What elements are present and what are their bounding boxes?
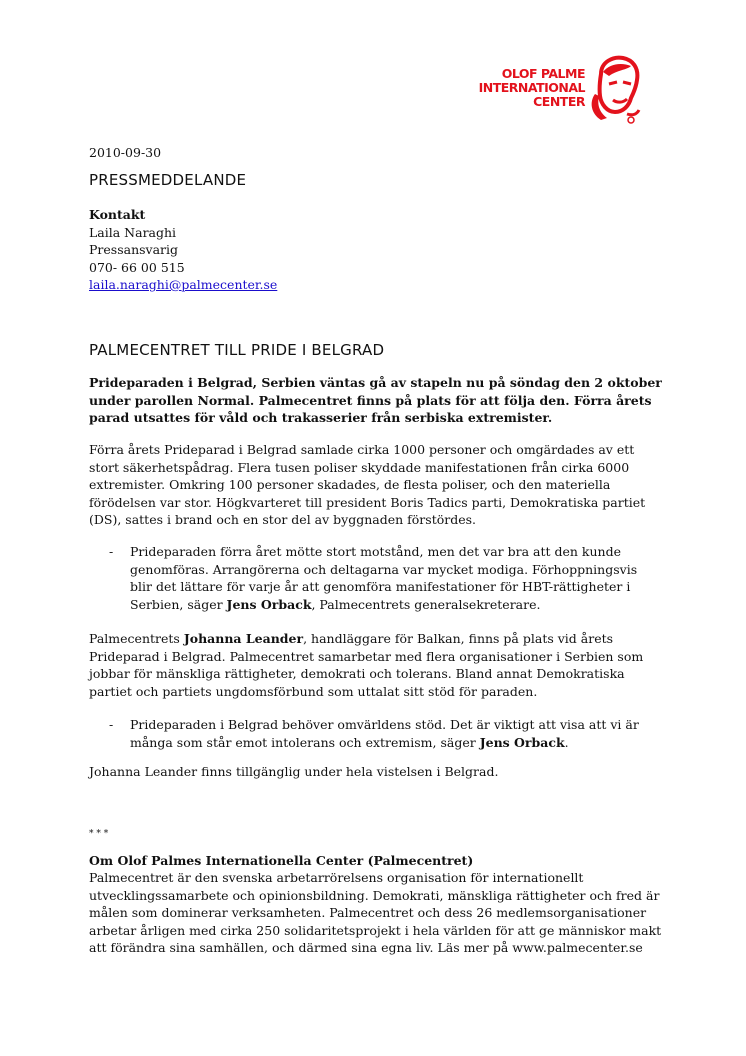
quote-dash: - bbox=[109, 544, 114, 559]
contact-phone: 070- 66 00 515 bbox=[89, 259, 185, 275]
contact-role: Pressansvarig bbox=[89, 242, 179, 257]
quote-1-speaker: Jens Orback bbox=[226, 596, 312, 612]
body-paragraph-1: Förra årets Prideparad i Belgrad samlade cirka 1000 personer och omgärdades av ett stort säkerhetspådrag. Flera tusen poliser skyddade manifestationen från cirka 6000 extremister. Omkring 100 personer skadades, de flesta poliser, och den materiella förödelsen var stor. Högkvarteret till president Boris Tadics parti, Demokratiska partiet (DS), sattes i brand och en stor del av byggnaden förstördes. bbox=[89, 442, 646, 527]
page-title: PALMECENTRET TILL PRIDE I BELGRAD bbox=[89, 341, 385, 359]
paragraph-2-person: Johanna Leander bbox=[183, 631, 304, 646]
contact-name: Laila Naraghi bbox=[89, 224, 177, 240]
logo-line-2: INTERNATIONAL bbox=[478, 80, 585, 95]
contact-block bbox=[89, 206, 277, 294]
org-logo bbox=[459, 50, 669, 130]
quote-1-text: Prideparaden förra året mötte stort motstånd, men det var bra att den kunde genomföras. Arrangörerna och deltagarna var mycket modiga. Förhoppningsvis blir det lättare för varje år att genomföra manifestationer för HBT-rättigheter i Serbien, säger Jens Orback, Palmecentrets generalsekreterare. bbox=[130, 544, 638, 612]
quote-dash: - bbox=[109, 717, 114, 732]
about-title: Om Olof Palmes Internationella Center (Palmecentret) bbox=[89, 853, 474, 868]
contact-heading: Kontakt bbox=[89, 207, 146, 222]
quote-2-text: Prideparaden i Belgrad behöver omvärldens stöd. Det är viktigt att visa att vi är många som står emot intolerans och extremism, säger Jens Orback. bbox=[130, 717, 639, 750]
logo-wordmark bbox=[459, 67, 585, 109]
document-type: PRESSMEDDELANDE bbox=[89, 171, 247, 189]
logo-line-1: OLOF PALME bbox=[501, 66, 585, 81]
quote-2-speaker: Jens Orback bbox=[479, 734, 565, 750]
palme-portrait-icon bbox=[587, 54, 643, 124]
body-paragraph-2: Palmecentrets Johanna Leander, handläggare för Balkan, finns på plats vid årets Prideparad i Belgrad. Palmecentret samarbetar med flera organisationer i Serbien som jobbar för mänskliga rättigheter, demokrati och tolerans. Bland annat Demokratiska partiet och partiets ungdomsförbund som uttalat sitt stöd för paraden. bbox=[89, 631, 644, 699]
contact-email-link[interactable]: laila.naraghi@palmecenter.se bbox=[89, 277, 278, 292]
section-separator: * * * bbox=[89, 829, 109, 839]
lead-paragraph: Prideparaden i Belgrad, Serbien väntas gå av stapeln nu på söndag den 2 oktober under parollen Normal. Palmecentret finns på plats för att följa den. Förra årets parad utsattes för våld och trakasserier från serbiska extremister. bbox=[89, 375, 662, 425]
logo-line-3: CENTER bbox=[533, 94, 585, 109]
press-release-date: 2010-09-30 bbox=[89, 145, 162, 160]
body-paragraph-3: Johanna Leander finns tillgänglig under hela vistelsen i Belgrad. bbox=[89, 764, 499, 779]
about-text: Palmecentret är den svenska arbetarrörelsens organisation för internationellt utvecklingssamarbete och opinionsbildning. Demokrati, mänskliga rättigheter och fred är målen som dominerar verksamheten. Palmecentret och dess 26 medlemsorganisationer arbetar årligen med cirka 250 solidaritetsprojekt i hela världen för att ge människor makt att förändra sina samhällen, och därmed sina egna liv. Läs mer på www.palmecenter.se bbox=[89, 870, 662, 955]
